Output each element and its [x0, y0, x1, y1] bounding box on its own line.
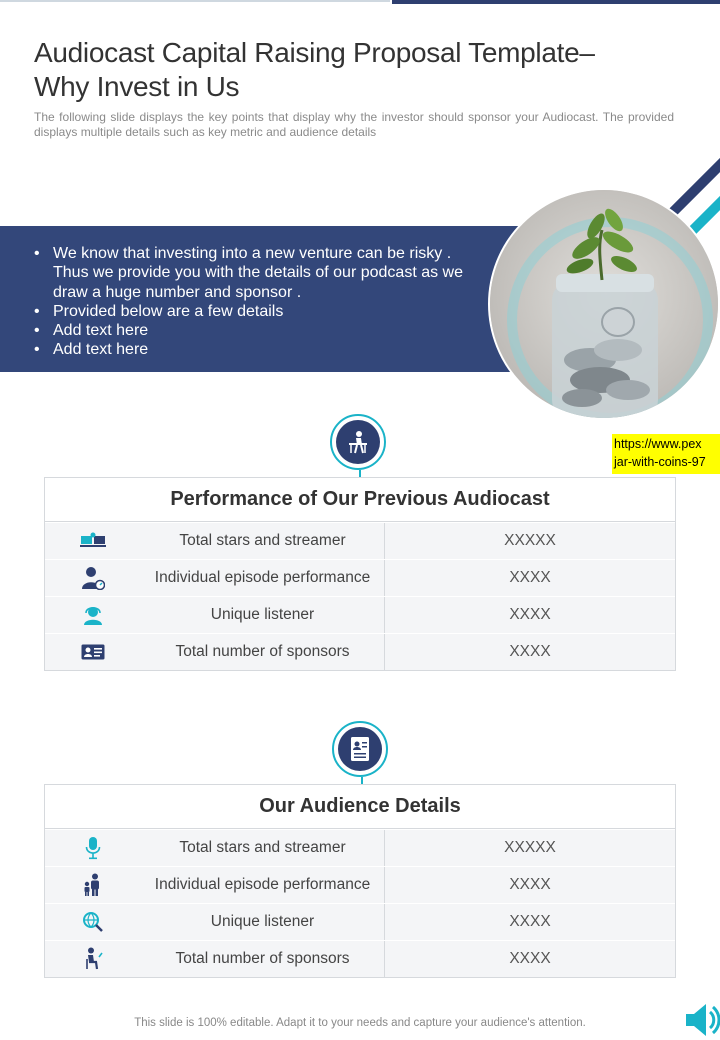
- performance-row-value: XXXX: [509, 643, 551, 660]
- audience-row-value: XXXXX: [504, 839, 556, 856]
- seated-person-icon: [83, 947, 103, 971]
- table-row: [45, 633, 675, 670]
- table-row: [45, 522, 675, 559]
- desk-worker-icon: [345, 429, 371, 455]
- speaker-icon[interactable]: [684, 1000, 720, 1040]
- page-subtitle: The following slide displays the key points that display why the investor should sponsor your Audiocast. The provided displays multiple details such as key metric and audience details: [34, 110, 674, 139]
- performance-row-value: XXXX: [509, 569, 551, 586]
- page-title-line1: Audiocast Capital Raising Proposal Template–: [34, 37, 595, 68]
- performance-row-label: Total number of sponsors: [141, 634, 385, 670]
- audience-row-label: Total number of sponsors: [141, 941, 385, 977]
- table-row: [45, 903, 675, 940]
- headset-user-icon: [82, 604, 104, 626]
- intro-bullet: • Provided below are a few details: [34, 302, 484, 321]
- microphone-icon: [85, 836, 101, 860]
- coin-jar-plant-photo: [488, 188, 720, 420]
- table-row: [45, 940, 675, 977]
- audience-row-value: XXXX: [509, 876, 551, 893]
- performance-badge: [330, 414, 386, 470]
- audience-row-value: XXXX: [509, 950, 551, 967]
- page-title: [34, 36, 714, 104]
- top-accent-line-left: [0, 0, 390, 2]
- page-title-line2: Why Invest in Us: [34, 71, 240, 102]
- audience-row-label: Individual episode performance: [141, 867, 385, 903]
- parent-child-icon: [83, 873, 103, 897]
- computer-users-icon: [80, 532, 106, 550]
- audience-row-value: XXXX: [509, 913, 551, 930]
- audience-badge: [332, 721, 388, 777]
- profile-document-icon: [349, 736, 371, 762]
- performance-row-value: XXXXX: [504, 532, 556, 549]
- id-card-icon: [81, 644, 105, 660]
- performance-table: [44, 477, 676, 671]
- performance-row-label: Total stars and streamer: [141, 523, 385, 559]
- performance-row-value: XXXX: [509, 606, 551, 623]
- table-row: [45, 829, 675, 866]
- image-source-line1: https://www.pex: [614, 437, 702, 451]
- intro-banner: [0, 226, 540, 372]
- audience-row-label: Total stars and streamer: [141, 830, 385, 866]
- image-source-note: [612, 434, 720, 474]
- intro-bullet: • Add text here: [34, 321, 484, 340]
- performance-row-label: Unique listener: [141, 597, 385, 633]
- audience-row-label: Unique listener: [141, 904, 385, 940]
- globe-search-icon: [82, 911, 104, 933]
- image-source-line2: jar-with-coins-97: [614, 455, 706, 469]
- audience-table-title: Our Audience Details: [45, 785, 675, 829]
- performance-row-label: Individual episode performance: [141, 560, 385, 596]
- intro-bullet: • We know that investing into a new venture can be risky . Thus we provide you with the details of our podcast as we draw a huge number and sponsor .: [34, 244, 484, 302]
- footer-note: This slide is 100% editable. Adapt it to your needs and capture your audience's attention.: [134, 1017, 586, 1029]
- table-row: [45, 596, 675, 633]
- intro-bullet: • Add text here: [34, 340, 484, 359]
- performance-table-title: Performance of Our Previous Audiocast: [45, 478, 675, 522]
- top-accent-line-right: [392, 0, 720, 4]
- table-row: [45, 866, 675, 903]
- table-row: [45, 559, 675, 596]
- person-gauge-icon: [81, 566, 105, 590]
- intro-bullet-list: [34, 244, 484, 360]
- audience-table: [44, 784, 676, 978]
